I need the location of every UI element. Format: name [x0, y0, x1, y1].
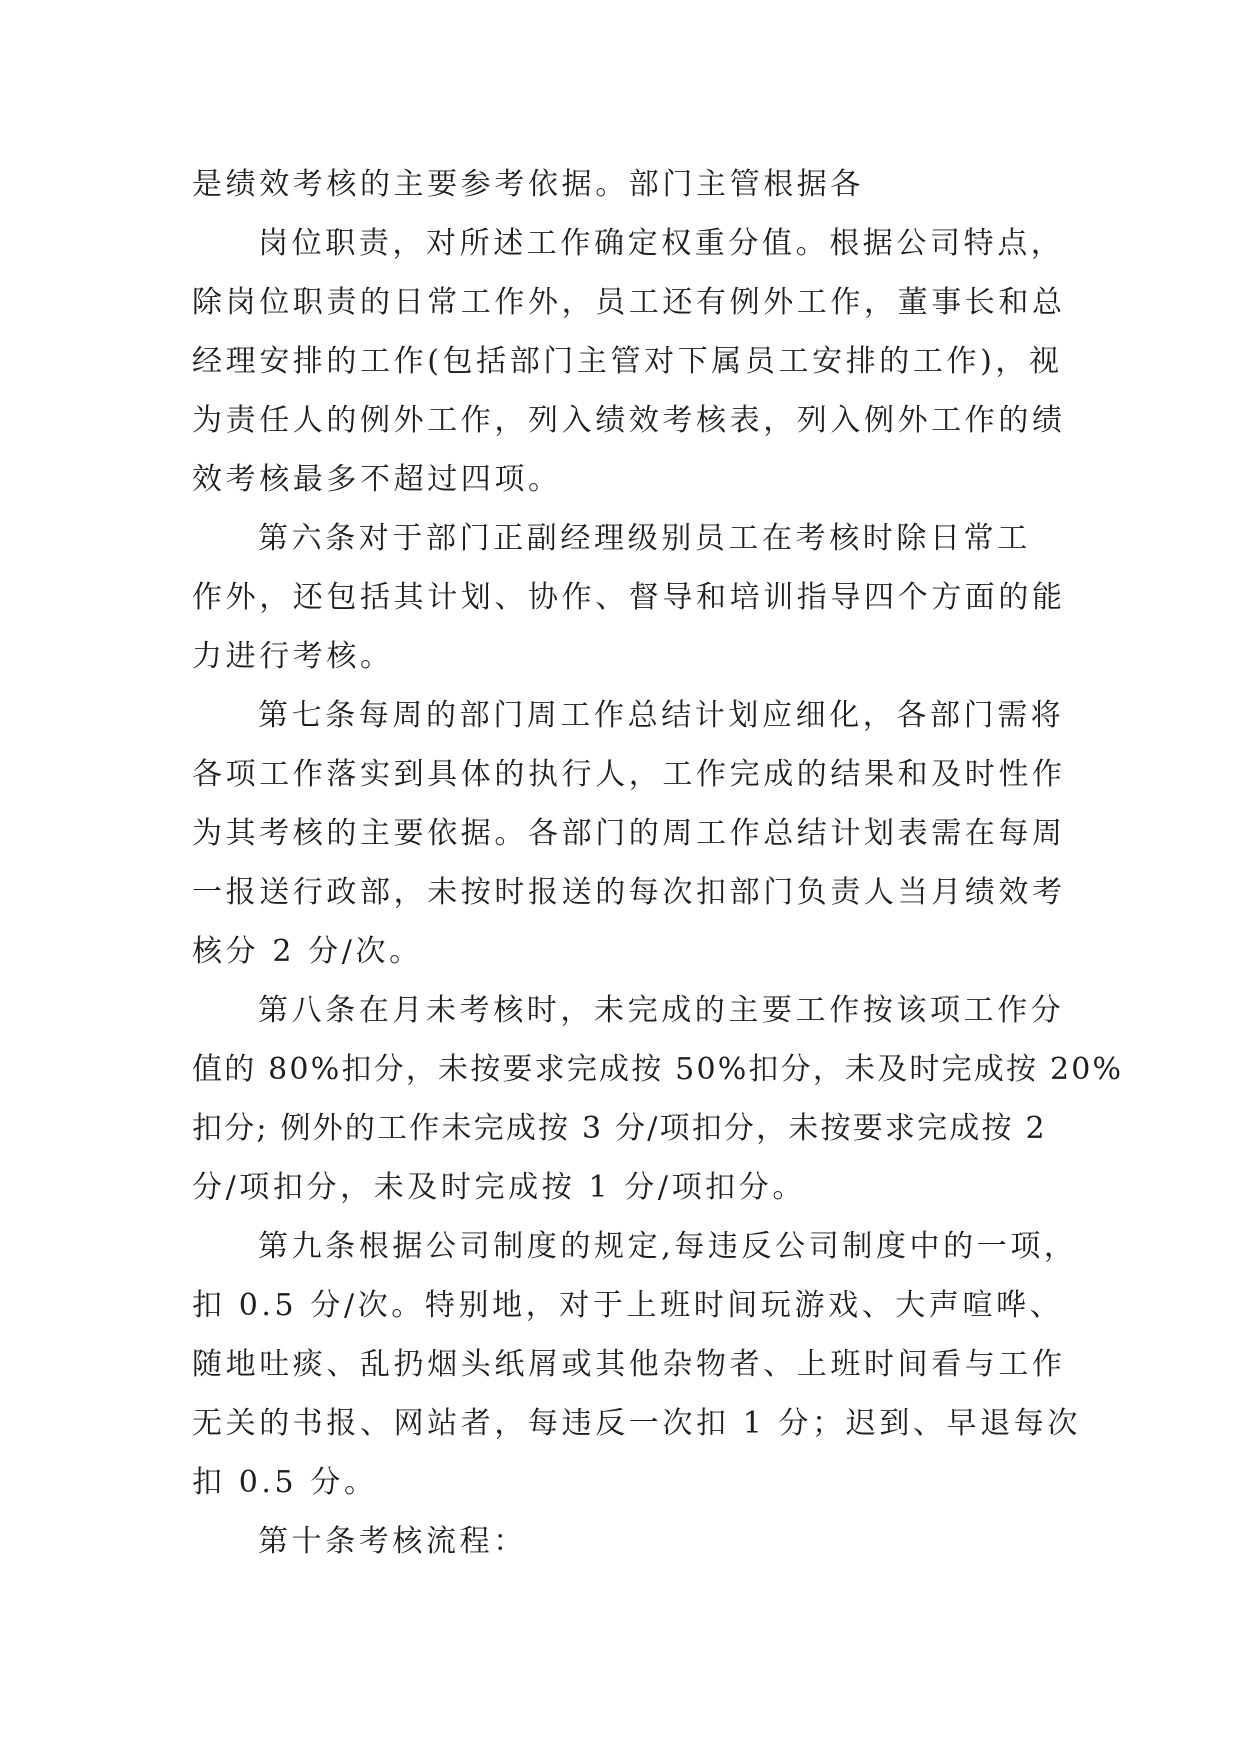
- paragraph-line: 为责任人的例外工作，列入绩效考核表，列入例外工作的绩: [192, 403, 1066, 438]
- paragraph-line: 分/项扣分，未及时完成按 1 分/项扣分。: [192, 1170, 806, 1205]
- paragraph-line: 值的 80%扣分，未按要求完成按 50%扣分，未及时完成按 20%: [192, 1052, 1124, 1087]
- paragraph-line: 核分 2 分/次。: [192, 934, 423, 969]
- paragraph-line: 扣 0.5 分/次。特别地，对于上班时间玩游戏、大声喧哗、: [192, 1288, 1064, 1323]
- paragraph-line: 一报送行政部，未按时报送的每次扣部门负责人当月绩效考: [192, 875, 1066, 910]
- paragraph-first-line: 岗位职责，对所述工作确定权重分值。根据公司特点，: [258, 226, 1065, 261]
- document-body: [192, 155, 1124, 1571]
- paragraph-line: 作外，还包括其计划、协作、督导和培训指导四个方面的能: [192, 580, 1066, 615]
- paragraph-line: 经理安排的工作(包括部门主管对下属员工安排的工作)，视: [192, 344, 1063, 379]
- paragraph-line: 随地吐痰、乱扔烟头纸屑或其他杂物者、上班时间看与工作: [192, 1347, 1066, 1382]
- paragraph-line: 为其考核的主要依据。各部门的周工作总结计划表需在每周: [192, 816, 1066, 851]
- paragraph-line: 是绩效考核的主要参考依据。部门主管根据各: [192, 167, 864, 202]
- paragraph-line: 各项工作落实到具体的执行人，工作完成的结果和及时性作: [192, 757, 1066, 792]
- paragraph-first-line: 第六条对于部门正副经理级别员工在考核时除日常工: [258, 521, 1031, 556]
- paragraph-first-line: 第八条在月未考核时，未完成的主要工作按该项工作分: [258, 993, 1065, 1028]
- paragraph-first-line: 第十条考核流程：: [258, 1524, 527, 1559]
- paragraph-line: 除岗位职责的日常工作外，员工还有例外工作，董事长和总: [192, 285, 1066, 320]
- paragraph-line: 效考核最多不超过四项。: [192, 462, 562, 497]
- paragraph-line: 无关的书报、网站者，每违反一次扣 1 分；迟到、早退每次: [192, 1406, 1081, 1441]
- paragraph-first-line: 第九条根据公司制度的规定,每违反公司制度中的一项，: [258, 1229, 1078, 1264]
- paragraph-first-line: 第七条每周的部门周工作总结计划应细化，各部门需将: [258, 698, 1065, 733]
- paragraph-line: 力进行考核。: [192, 639, 394, 674]
- paragraph-line: 扣分; 例外的工作未完成按 3 分/项扣分，未按要求完成按 2: [192, 1111, 1047, 1146]
- paragraph-line: 扣 0.5 分。: [192, 1465, 378, 1500]
